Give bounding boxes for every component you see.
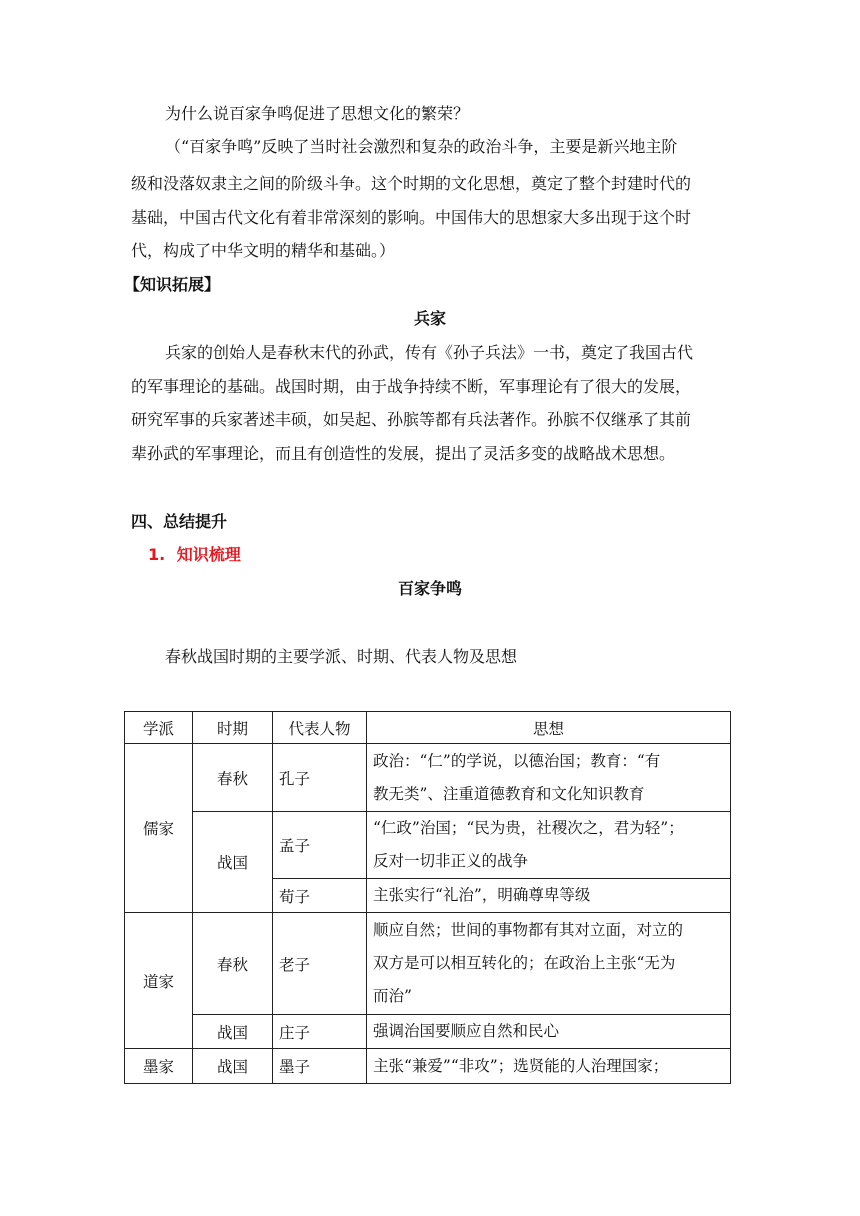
thought-line: 政治：“仁”的学说，以德治国；教育：“有 (373, 751, 661, 770)
thought-line: 反对一切非正义的战争 (373, 852, 529, 870)
table-row (125, 1015, 731, 1049)
summary-sub-label: 知识梳理 (176, 545, 241, 564)
thought-line: 教无类”、注重道德教育和文化知识教育 (373, 784, 645, 803)
answer-line-2: 级和没落奴隶主之间的阶级斗争。这个时期的文化思想，奠定了整个封建时代的 (131, 174, 692, 193)
summary-heading: 四、总结提升 (131, 512, 228, 531)
thought-cell (367, 812, 731, 879)
summary-title: 百家争鸣 (397, 579, 462, 598)
summary-subheading (148, 545, 241, 565)
period-cell: 战国 (193, 812, 273, 913)
extension-line-1: 兵家的创始人是春秋末代的孙武，传有《孙子兵法》一书，奠定了我国古代 (165, 343, 694, 362)
question-title: 为什么说百家争鸣促进了思想文化的繁荣？ (165, 104, 470, 123)
school-cell: 道家 (125, 913, 193, 1049)
person-cell: 墨子 (273, 1049, 367, 1084)
thought-cell: 主张“兼爱”“非攻”；选贤能的人治理国家； (367, 1049, 731, 1084)
period-cell: 战国 (193, 1049, 273, 1084)
schools-table (124, 711, 731, 1084)
extension-title: 兵家 (413, 309, 446, 328)
extension-line-4: 辈孙武的军事理论，而且有创造性的发展，提出了灵活多变的战略战术思想。 (131, 444, 676, 463)
table-row (125, 744, 731, 812)
extension-heading: 【知识拓展】 (124, 275, 221, 294)
period-cell: 春秋 (193, 744, 273, 812)
answer-line-4: 代，构成了中华文明的精华和基础。） (131, 241, 396, 260)
person-cell: 老子 (273, 913, 367, 1015)
thought-cell (367, 744, 731, 812)
header-person: 代表人物 (273, 712, 367, 744)
table-row (125, 913, 731, 1015)
header-period: 时期 (193, 712, 273, 744)
thought-cell (367, 913, 731, 1015)
table-row (125, 812, 731, 879)
extension-line-3: 研究军事的兵家著述丰硕，如吴起、孙膑等都有兵法著作。孙膑不仅继承了其前 (131, 410, 692, 429)
header-thought: 思想 (367, 712, 731, 744)
summary-intro: 春秋战国时期的主要学派、时期、代表人物及思想 (165, 647, 518, 666)
answer-line-3: 基础，中国古代文化有着非常深刻的影响。中国伟大的思想家大多出现于这个时 (131, 208, 692, 227)
extension-line-2: 的军事理论的基础。战国时期，由于战争持续不断，军事理论有了很大的发展， (131, 377, 692, 396)
answer-line-1: （“百家争鸣”反映了当时社会激烈和复杂的政治斗争，主要是新兴地主阶 (165, 137, 678, 156)
person-cell: 孔子 (273, 744, 367, 812)
person-cell: 孟子 (273, 812, 367, 879)
thought-line: 双方是可以相互转化的；在政治上主张“无为 (373, 954, 676, 972)
person-cell: 荀子 (273, 879, 367, 913)
thought-line: 顺应自然；世间的事物都有其对立面，对立的 (373, 921, 684, 939)
thought-line: 而治” (373, 987, 412, 1005)
school-cell: 儒家 (125, 744, 193, 913)
table-row (125, 1049, 731, 1084)
summary-sub-number: 1. (148, 545, 166, 564)
school-cell: 墨家 (125, 1049, 193, 1084)
header-school: 学派 (125, 712, 193, 744)
table-header-row (125, 712, 731, 744)
period-cell: 春秋 (193, 913, 273, 1015)
period-cell: 战国 (193, 1015, 273, 1049)
thought-line: “仁政”治国；“民为贵，社稷次之，君为轻”； (373, 819, 684, 837)
thought-cell: 主张实行“礼治”，明确尊卑等级 (367, 879, 731, 913)
person-cell: 庄子 (273, 1015, 367, 1049)
thought-cell: 强调治国要顺应自然和民心 (367, 1015, 731, 1049)
